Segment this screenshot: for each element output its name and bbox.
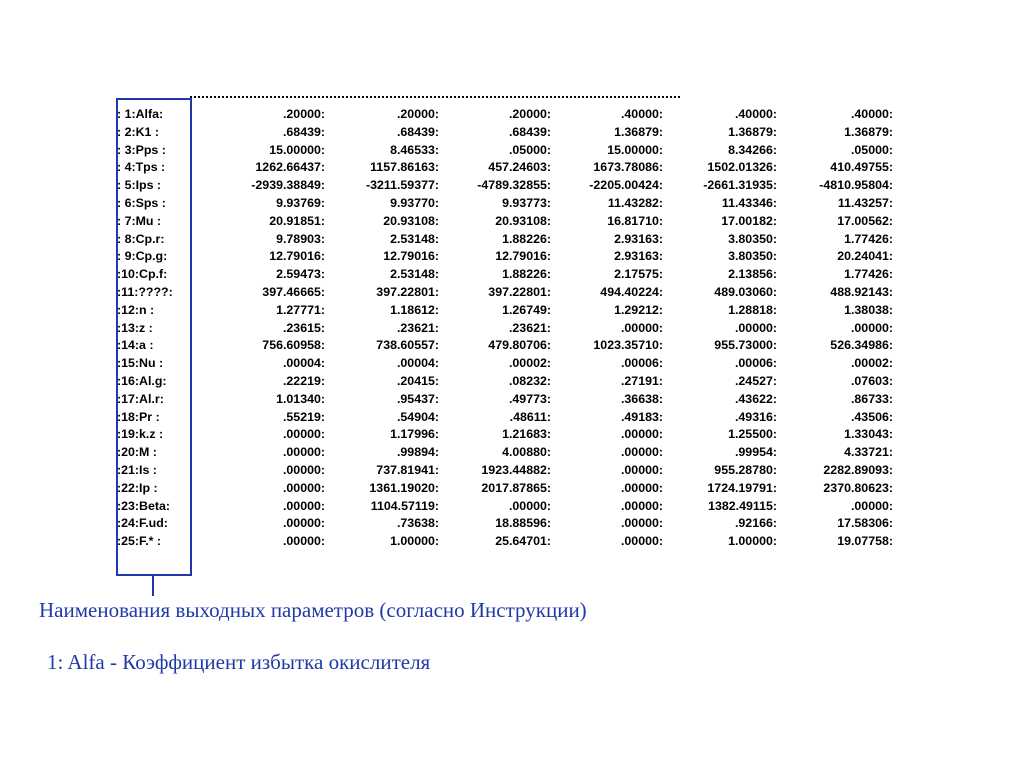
- table-cell: -2205.00424:: [589, 178, 663, 193]
- parameter-name: :25:F.* :: [117, 534, 162, 549]
- table-cell: 20.93108:: [495, 213, 551, 228]
- table-cell: 20.93108:: [383, 213, 439, 228]
- table-cell: .05000:: [850, 142, 893, 157]
- parameter-names-highlight-box: [116, 98, 192, 576]
- table-cell: .20000:: [508, 107, 551, 121]
- parameter-name: : 7:Mu :: [117, 213, 162, 228]
- parameter-name: :19:k.z :: [117, 427, 164, 442]
- parameter-name: :20:M :: [117, 445, 157, 460]
- table-cell: 2370.80623:: [823, 480, 893, 495]
- table-cell: .00000:: [850, 498, 893, 513]
- table-cell: 2017.87865:: [481, 480, 551, 495]
- table-cell: 3.80350:: [728, 249, 777, 264]
- table-cell: .95437:: [396, 391, 439, 406]
- table-cell: .23621:: [508, 320, 551, 335]
- parameter-name: : 4:Tps :: [117, 160, 166, 175]
- table-cell: .08232:: [508, 373, 551, 388]
- table-cell: .49316:: [734, 409, 777, 424]
- table-cell: 1.36879:: [728, 124, 777, 139]
- table-cell: 8.34266:: [728, 142, 777, 157]
- table-cell: 12.79016:: [495, 249, 551, 264]
- table-cell: 410.49755:: [830, 160, 893, 175]
- table-cell: 15.00000:: [269, 142, 325, 157]
- table-cell: 397.46665:: [262, 284, 325, 299]
- parameter-name: :16:Al.g:: [117, 373, 167, 388]
- alfa-definition-caption: 1: Alfa - Коэффициент избытка окислителя: [47, 650, 431, 674]
- table-cell: .54904:: [396, 409, 439, 424]
- table-cell: .00006:: [620, 356, 663, 371]
- parameter-name: :10:Cp.f:: [117, 267, 168, 282]
- table-cell: .00000:: [734, 320, 777, 335]
- table-cell: 488.92143:: [830, 284, 893, 299]
- table-cell: .00000:: [282, 462, 325, 477]
- table-cell: 1923.44882:: [481, 462, 551, 477]
- table-cell: .00000:: [850, 320, 893, 335]
- table-cell: .49183:: [620, 409, 663, 424]
- table-cell: .48611:: [509, 409, 551, 424]
- table-cell: 17.00182:: [721, 213, 777, 228]
- table-cell: 1.21683:: [502, 427, 551, 442]
- table-cell: 489.03060:: [714, 284, 777, 299]
- table-cell: 4.33721:: [844, 445, 893, 460]
- parameter-name: :14:a :: [117, 338, 154, 353]
- table-cell: .00000:: [282, 516, 325, 531]
- table-cell: .68439:: [282, 124, 325, 139]
- parameter-name: :21:Is :: [117, 462, 157, 477]
- parameter-name: :11:????:: [117, 284, 173, 299]
- parameter-name: : 9:Cp.g:: [117, 249, 168, 264]
- table-cell: .00000:: [620, 516, 663, 531]
- table-cell: .00000:: [282, 445, 325, 460]
- table-cell: 1.29212:: [614, 302, 663, 317]
- table-cell: -4789.32855:: [477, 178, 551, 193]
- table-cell: 20.91851:: [269, 213, 325, 228]
- table-cell: 16.81710:: [607, 213, 663, 228]
- parameter-name: : 8:Cp.r:: [117, 231, 165, 246]
- table-cell: 955.73000:: [714, 338, 777, 353]
- table-cell: 1361.19020:: [369, 480, 439, 495]
- table-cell: 2.17575:: [614, 267, 663, 282]
- table-cell: 2.53148:: [390, 267, 439, 282]
- table-cell: .20000:: [396, 107, 439, 121]
- table-cell: .00004:: [396, 356, 439, 371]
- table-cell: 3.80350:: [728, 231, 777, 246]
- table-cell: .07603:: [850, 373, 893, 388]
- table-cell: 397.22801:: [488, 284, 551, 299]
- table-cell: .00000:: [282, 498, 325, 513]
- table-cell: .00000:: [620, 427, 663, 442]
- table-cell: .20000:: [282, 107, 325, 121]
- table-cell: .55219:: [282, 409, 325, 424]
- table-cell: .99954:: [734, 445, 777, 460]
- parameter-name: :22:Ip :: [117, 480, 158, 495]
- table-cell: .36638:: [620, 391, 663, 406]
- table-cell: 1.25500:: [728, 427, 777, 442]
- table-cell: .00000:: [508, 498, 551, 513]
- parameter-name: :18:Pr :: [117, 409, 160, 424]
- table-cell: 1.77426:: [844, 267, 893, 282]
- table-cell: 9.93773:: [502, 195, 551, 210]
- table-cell: 17.00562:: [837, 213, 893, 228]
- table-cell: .43622:: [734, 391, 777, 406]
- highlight-connector-line: [152, 576, 154, 596]
- table-cell: 2.93163:: [614, 231, 663, 246]
- table-cell: .00002:: [508, 356, 551, 371]
- table-cell: 738.60557:: [376, 338, 439, 353]
- table-cell: .43506:: [850, 409, 893, 424]
- table-cell: 1262.66437:: [255, 160, 325, 175]
- table-cell: 12.79016:: [383, 249, 439, 264]
- table-cell: 397.22801:: [376, 284, 439, 299]
- parameter-name: :13:z :: [117, 320, 153, 335]
- table-cell: .00000:: [282, 534, 325, 549]
- table-cell: .00004:: [282, 356, 325, 371]
- table-cell: .00000:: [620, 320, 663, 335]
- table-cell: 9.93769:: [276, 195, 325, 210]
- table-cell: .40000:: [620, 107, 663, 121]
- table-cell: 25.64701:: [495, 534, 551, 549]
- table-cell: .24527:: [734, 373, 777, 388]
- table-cell: 2.93163:: [614, 249, 663, 264]
- table-cell: .27191:: [620, 373, 663, 388]
- table-cell: .00000:: [620, 445, 663, 460]
- table-cell: 11.43282:: [607, 195, 663, 210]
- table-cell: .00000:: [620, 480, 663, 495]
- table-cell: 19.07758:: [837, 534, 893, 549]
- table-cell: 1.26749:: [502, 302, 551, 317]
- table-cell: 457.24603:: [488, 160, 551, 175]
- table-cell: 8.46533:: [390, 142, 439, 157]
- table-cell: 9.78903:: [276, 231, 325, 246]
- table-cell: 2.13856:: [728, 267, 777, 282]
- table-cell: 1.18612:: [390, 302, 439, 317]
- parameter-name: :23:Beta:: [117, 498, 171, 513]
- table-cell: 1502.01326:: [707, 160, 777, 175]
- table-cell: .86733:: [850, 391, 893, 406]
- table-cell: .49773:: [508, 391, 551, 406]
- table-cell: .00000:: [282, 480, 325, 495]
- table-cell: .00000:: [620, 498, 663, 513]
- table-cell: -4810.95804:: [819, 178, 893, 193]
- table-cell: 1.36879:: [614, 124, 663, 139]
- table-cell: 1.01340:: [276, 391, 325, 406]
- table-cell: .22219:: [282, 373, 325, 388]
- table-cell: 1.00000:: [390, 534, 439, 549]
- table-cell: .00002:: [850, 356, 893, 371]
- table-cell: .00000:: [620, 462, 663, 477]
- table-cell: 17.58306:: [837, 516, 893, 531]
- table-cell: 1023.35710:: [593, 338, 663, 353]
- table-cell: -2661.31935:: [703, 178, 777, 193]
- table-cell: .73638:: [396, 516, 439, 531]
- table-cell: 12.79016:: [269, 249, 325, 264]
- table-cell: -2939.38849:: [251, 178, 325, 193]
- table-cell: 1.88226:: [502, 231, 551, 246]
- table-cell: .00000:: [620, 534, 663, 549]
- table-cell: 1104.57119:: [370, 498, 439, 513]
- table-cell: 1.36879:: [844, 124, 893, 139]
- table-cell: .92166:: [734, 516, 777, 531]
- table-cell: .05000:: [508, 142, 551, 157]
- table-cell: .40000:: [850, 107, 893, 121]
- table-cell: 1.00000:: [728, 534, 777, 549]
- table-cell: 2.53148:: [390, 231, 439, 246]
- table-cell: .40000:: [734, 107, 777, 121]
- table-cell: 2282.89093:: [823, 462, 893, 477]
- table-cell: 15.00000:: [607, 142, 663, 157]
- parameter-name: : 3:Pps :: [117, 142, 166, 157]
- table-cell: 20.24041:: [837, 249, 893, 264]
- table-cell: 526.34986:: [830, 338, 893, 353]
- table-cell: .99894:: [396, 445, 439, 460]
- table-cell: 1.28818:: [728, 302, 777, 317]
- table-cell: 9.93770:: [390, 195, 439, 210]
- parameter-name: : 2:K1 :: [117, 124, 159, 139]
- table-cell: 18.88596:: [495, 516, 551, 531]
- table-cell: 1.38038:: [844, 302, 893, 317]
- table-cell: 1.88226:: [502, 267, 551, 282]
- table-cell: .20415:: [396, 373, 439, 388]
- table-cell: 1.33043:: [844, 427, 893, 442]
- table-cell: 11.43257:: [837, 195, 893, 210]
- table-cell: .00000:: [282, 427, 325, 442]
- table-cell: .68439:: [396, 124, 439, 139]
- table-cell: 11.43346:: [721, 195, 777, 210]
- table-cell: 1.77426:: [844, 231, 893, 246]
- table-cell: 1673.78086:: [593, 160, 663, 175]
- table-cell: 1724.19791:: [707, 480, 777, 495]
- parameter-name: : 6:Sps :: [117, 195, 166, 210]
- table-cell: 1382.49115:: [708, 498, 777, 513]
- parameter-names-caption: Наименования выходных параметров (согласно Инструкции): [39, 598, 587, 622]
- table-cell: 4.00880:: [502, 445, 551, 460]
- parameter-name: :15:Nu :: [117, 356, 164, 371]
- table-cell: -3211.59377:: [365, 178, 439, 193]
- dotted-separator-line: [190, 96, 680, 98]
- parameter-name: : 5:Ips :: [117, 178, 162, 193]
- table-cell: 1157.86163:: [370, 160, 439, 175]
- parameter-name: :12:n :: [117, 302, 155, 317]
- parameter-name: :17:Al.r:: [117, 391, 164, 406]
- parameter-name: :24:F.ud:: [117, 516, 168, 531]
- table-cell: 756.60958:: [262, 338, 325, 353]
- parameter-name: : 1:Alfa:: [117, 107, 164, 121]
- table-cell: .23621:: [396, 320, 439, 335]
- table-cell: .00006:: [734, 356, 777, 371]
- table-cell: 479.80706:: [488, 338, 551, 353]
- table-cell: .23615:: [282, 320, 325, 335]
- table-cell: 955.28780:: [714, 462, 777, 477]
- table-cell: 737.81941:: [376, 462, 439, 477]
- table-cell: 2.59473:: [276, 267, 325, 282]
- table-cell: .68439:: [508, 124, 551, 139]
- table-cell: 494.40224:: [600, 284, 663, 299]
- table-cell: 1.17996:: [390, 427, 439, 442]
- table-cell: 1.27771:: [276, 302, 325, 317]
